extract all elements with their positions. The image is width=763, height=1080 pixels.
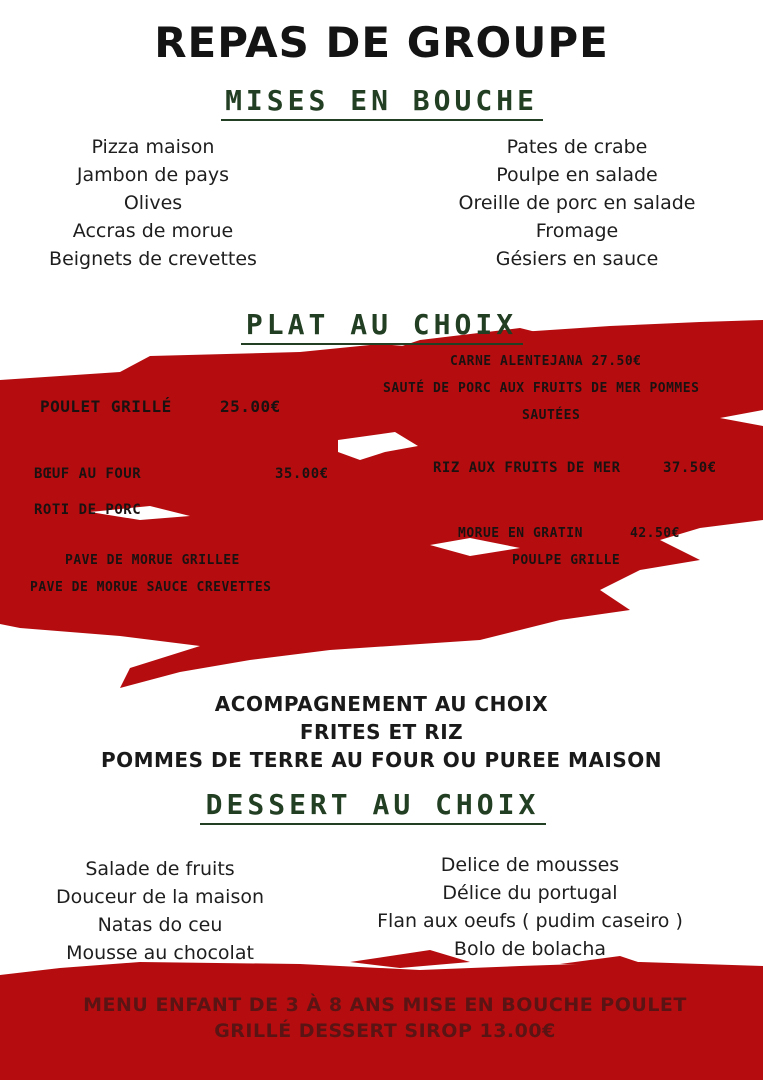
list-item: Pizza maison (91, 136, 215, 158)
accompagnement-title: ACOMPAGNEMENT AU CHOIX (214, 692, 549, 716)
list-item: Natas do ceu (97, 914, 223, 936)
section-heading-plat (0, 308, 763, 345)
list-item: Fromage (535, 220, 619, 242)
menu-enfant-block (40, 992, 730, 1044)
list-item: Accras de morue (72, 220, 234, 242)
list-item: Oreille de porc en salade (458, 192, 696, 214)
dish-price: 25.00€ (220, 397, 281, 416)
list-item: Jambon de pays (76, 164, 230, 186)
dish-morue-en-gratin: MORUE EN GRATIN (458, 526, 583, 541)
dish-boeuf-au-four: BŒUF AU FOUR (34, 466, 142, 482)
list-item: Mousse au chocolat (66, 942, 254, 964)
dish-riz-aux-fruits-de-mer: RIZ AUX FRUITS DE MER (433, 460, 621, 476)
list-item: Douceur de la maison (55, 886, 265, 908)
list-item: Gésiers en sauce (495, 248, 659, 270)
heading-text: PLAT AU CHOIX (245, 308, 518, 341)
list-item: Beignets de crevettes (49, 248, 257, 270)
accompagnement-block (0, 690, 763, 774)
dish-price: 37.50€ (663, 460, 717, 476)
dish-saute-de-porc-line2: SAUTÉES (522, 408, 581, 423)
list-item: Poulpe en salade (496, 164, 658, 186)
list-item: Delice de mousses (440, 854, 620, 876)
heading-underline (241, 343, 523, 345)
list-item: Bolo de bolacha (453, 938, 607, 960)
page-title: REPAS DE GROUPE (154, 18, 609, 67)
accompagnement-option: POMMES DE TERRE AU FOUR OU PUREE MAISON (100, 748, 663, 772)
mises-en-bouche-right-list (432, 133, 722, 273)
dessert-left-list (20, 855, 300, 967)
heading-underline (221, 119, 543, 121)
menu-enfant-line: MENU ENFANT DE 3 À 8 ANS MISE EN BOUCHE POULET (83, 994, 687, 1016)
dish-pave-de-morue-grillee: PAVE DE MORUE GRILLEE (65, 553, 240, 568)
dish-roti-de-porc: ROTI DE PORC (34, 502, 142, 518)
dish-price: 42.50€ (630, 526, 680, 541)
section-heading-dessert (0, 788, 745, 825)
heading-text: MISES EN BOUCHE (225, 84, 538, 117)
dish-pave-de-morue-sauce-crevettes: PAVE DE MORUE SAUCE CREVETTES (30, 580, 272, 595)
section-heading-mises-en-bouche (0, 84, 763, 121)
dish-poulet-grille: POULET GRILLÉ (40, 397, 172, 416)
dish-price: 35.00€ (275, 466, 329, 482)
dish-carne-alentejana: CARNE ALENTEJANA 27.50€ (450, 354, 642, 369)
heading-underline (200, 823, 546, 825)
list-item: Olives (123, 192, 183, 214)
mises-en-bouche-left-list (22, 133, 284, 273)
menu-enfant-line: GRILLÉ DESSERT SIROP 13.00€ (214, 1020, 556, 1042)
list-item: Salade de fruits (85, 858, 235, 880)
list-item: Pates de crabe (506, 136, 648, 158)
accompagnement-option: FRITES ET RIZ (299, 720, 464, 744)
dish-saute-de-porc: SAUTÉ DE PORC AUX FRUITS DE MER POMMES (383, 381, 700, 396)
list-item: Flan aux oeufs ( pudim caseiro ) (377, 910, 683, 932)
dessert-right-list (355, 851, 705, 963)
heading-text: DESSERT AU CHOIX (205, 788, 540, 821)
dish-poulpe-grille: POULPE GRILLE (512, 553, 621, 568)
list-item: Délice du portugal (442, 882, 618, 904)
